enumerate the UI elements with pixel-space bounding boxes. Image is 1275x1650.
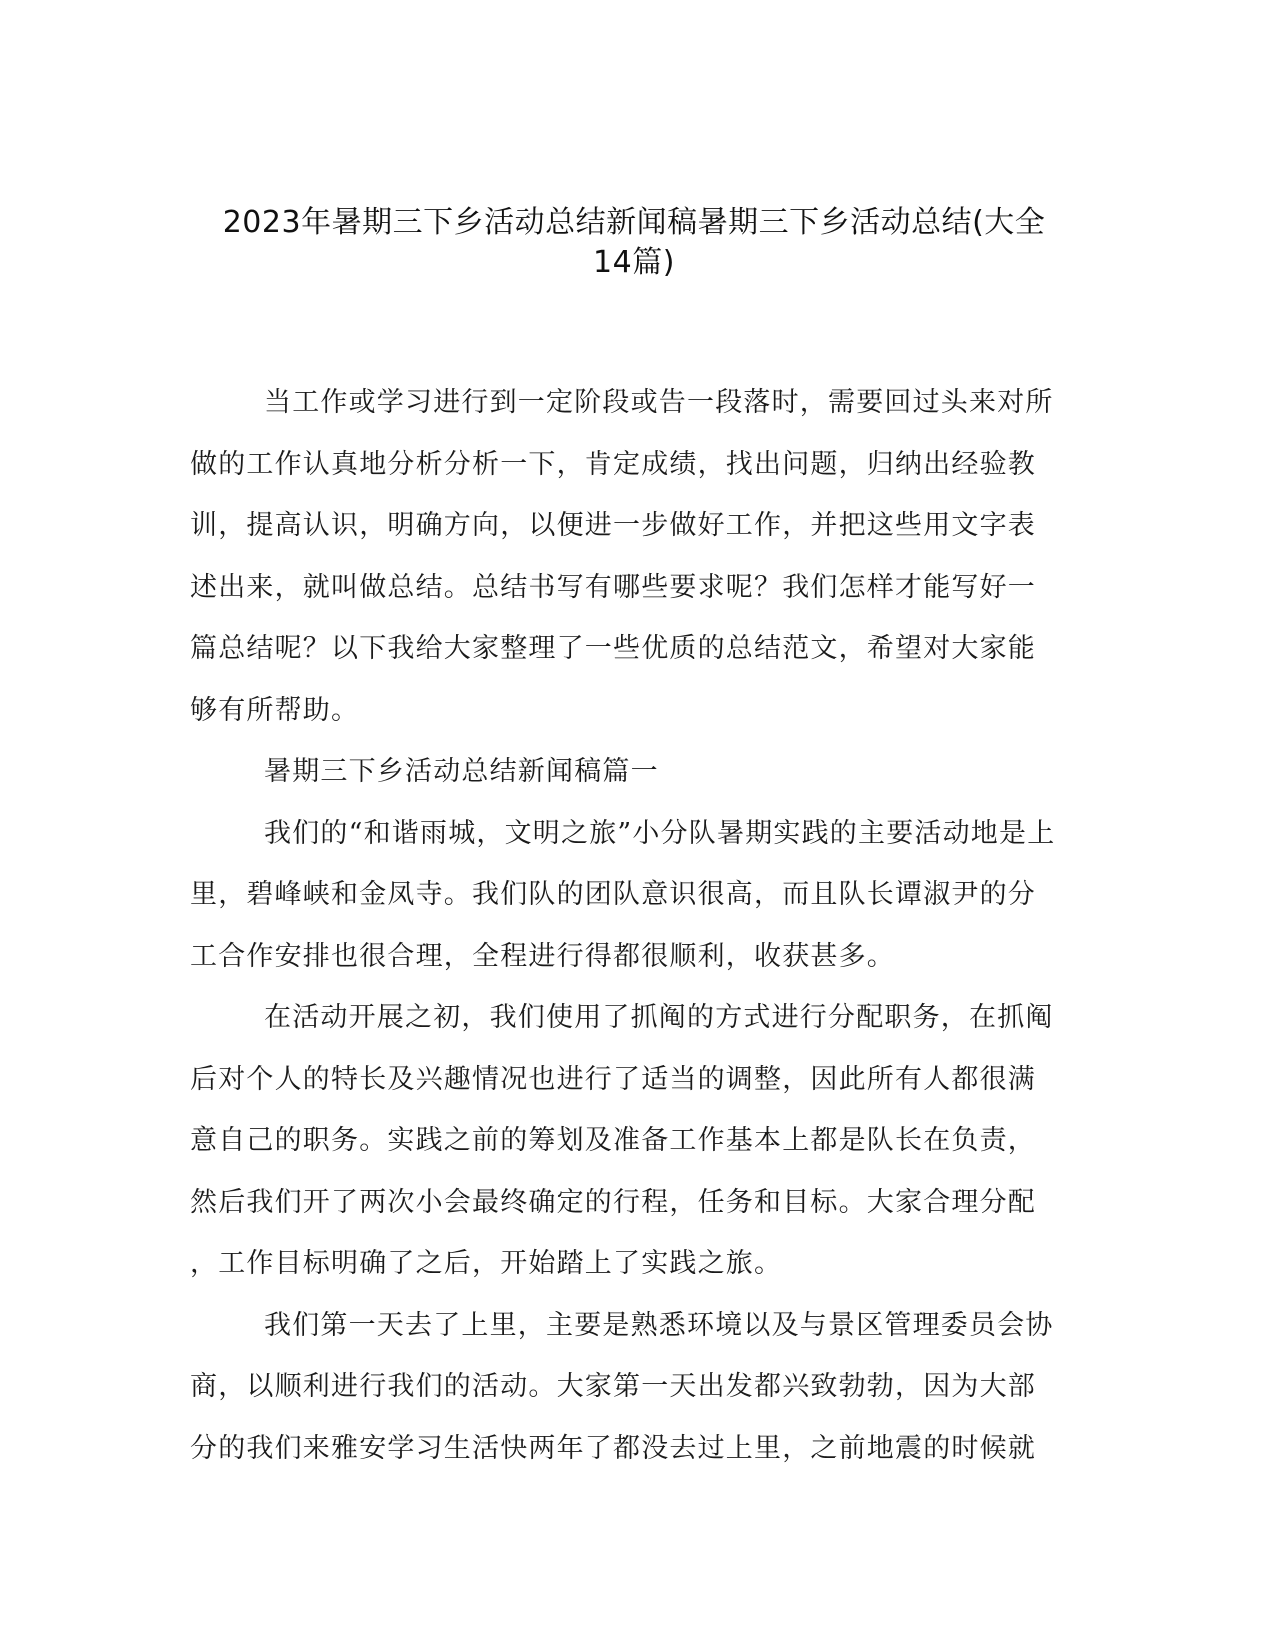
- paragraph-line: 训，提高认识，明确方向，以便进一步做好工作，并把这些用文字表: [190, 510, 1036, 541]
- document-title: [180, 203, 1088, 283]
- paragraph-line: 在活动开展之初，我们使用了抓阄的方式进行分配职务，在抓阄: [264, 1002, 1054, 1033]
- paragraph-line: 意自己的职务。实践之前的筹划及准备工作基本上都是队长在负责，: [190, 1125, 1036, 1156]
- title-line-2: 14篇): [593, 245, 675, 280]
- paragraph-line: 然后我们开了两次小会最终确定的行程，任务和目标。大家合理分配: [190, 1186, 1036, 1218]
- paragraph-line: 里，碧峰峡和金凤寺。我们队的团队意识很高，而且队长谭淑尹的分: [190, 879, 1036, 910]
- title-line-1: 2023年暑期三下乡活动总结新闻稿暑期三下乡活动总结(大全: [222, 205, 1046, 240]
- paragraph-line: 分的我们来雅安学习生活快两年了都没去过上里，之前地震的时候就: [190, 1432, 1036, 1464]
- paragraph-line: 我们第一天去了上里，主要是熟悉环境以及与景区管理委员会协: [264, 1309, 1054, 1341]
- paragraph-line: 够有所帮助。: [190, 694, 360, 726]
- paragraph-line: 当工作或学习进行到一定阶段或告一段落时，需要回过头来对所: [264, 387, 1054, 418]
- paragraph-line: 商，以顺利进行我们的活动。大家第一天出发都兴致勃勃，因为大部: [190, 1371, 1036, 1402]
- paragraph-line: 我们的“和谐雨城，文明之旅”小分队暑期实践的主要活动地是上: [264, 817, 1056, 849]
- section-heading: 暑期三下乡活动总结新闻稿篇一: [264, 756, 659, 787]
- paragraph-line: 后对个人的特长及兴趣情况也进行了适当的调整，因此所有人都很满: [190, 1063, 1036, 1095]
- paragraph-line: 工合作安排也很合理，全程进行得都很顺利，收获甚多。: [190, 940, 895, 972]
- document-body: [190, 372, 1090, 1479]
- paragraph-line: ，工作目标明确了之后，开始踏上了实践之旅。: [190, 1248, 783, 1279]
- paragraph-line: 做的工作认真地分析分析一下，肯定成绩，找出问题，归纳出经验教: [190, 448, 1036, 480]
- paragraph-line: 篇总结呢？以下我给大家整理了一些优质的总结范文，希望对大家能: [190, 633, 1036, 664]
- paragraph-line: 述出来，就叫做总结。总结书写有哪些要求呢？我们怎样才能写好一: [190, 571, 1036, 603]
